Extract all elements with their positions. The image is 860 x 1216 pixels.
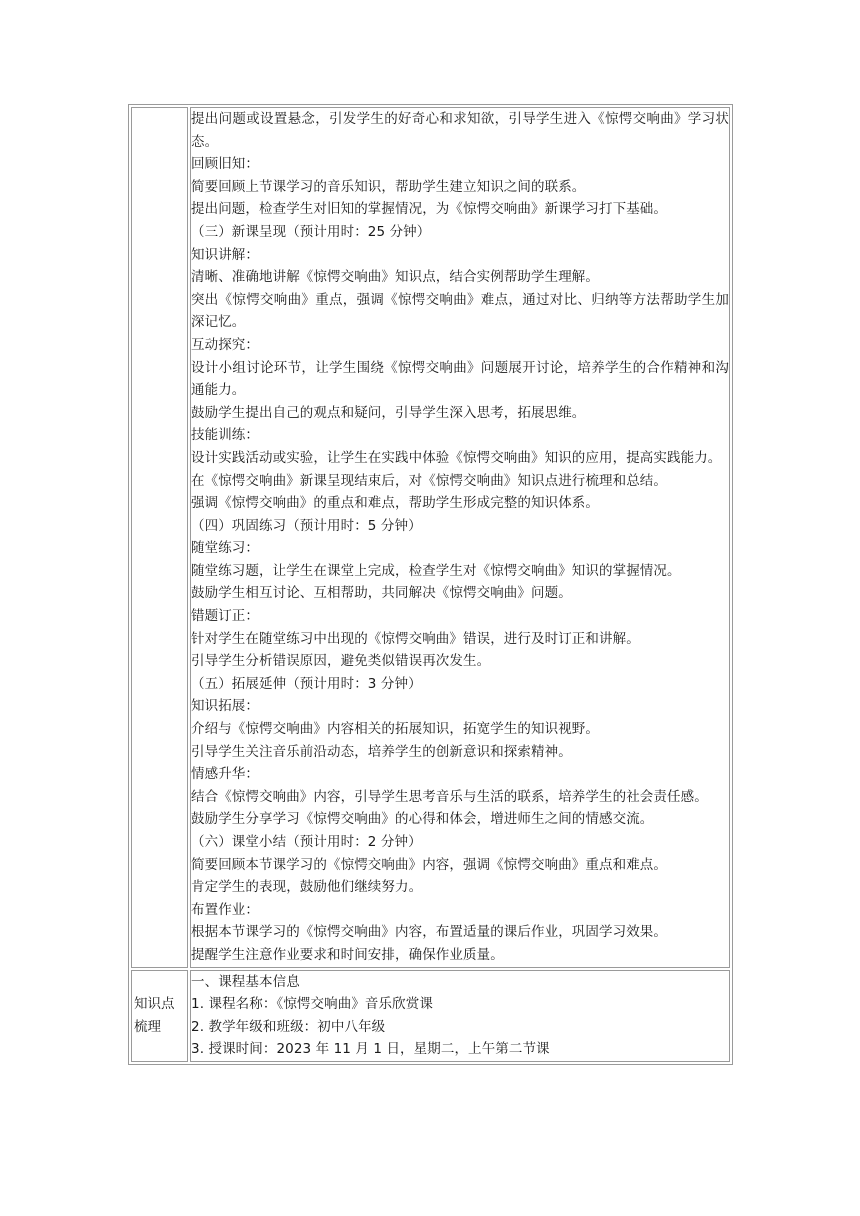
text-line: 随堂练习题，让学生在课堂上完成，检查学生对《惊愕交响曲》知识的掌握情况。 (191, 562, 681, 579)
text-line: 鼓励学生相互讨论、互相帮助，共同解决《惊愕交响曲》问题。 (191, 585, 572, 602)
text-line: 肯定学生的表现，鼓励他们继续努力。 (191, 879, 423, 896)
text-line: 布置作业： (191, 901, 259, 918)
text-line: 强调《惊愕交响曲》的重点和难点，帮助学生形成完整的知识体系。 (191, 495, 599, 512)
text-line: 互动探究： (191, 336, 259, 353)
text-line: 引导学生分析错误原因，避免类似错误再次发生。 (191, 653, 491, 670)
text-line: 结合《惊愕交响曲》内容，引导学生思考音乐与生活的联系，培养学生的社会责任感。 (191, 788, 708, 805)
section-heading: （三）新课呈现（预计用时：25 分钟） (191, 223, 431, 240)
text-line: 知识拓展： (191, 698, 259, 715)
text-line: 1. 课程名称：《惊愕交响曲》音乐欣赏课 (191, 996, 433, 1013)
text-line: 知识讲解： (191, 246, 259, 263)
text-line: 情感升华： (191, 766, 259, 783)
text-line: 简要回顾本节课学习的《惊愕交响曲》内容，强调《惊愕交响曲》重点和难点。 (191, 856, 667, 873)
table-row (131, 970, 730, 1062)
text-line: 简要回顾上节课学习的音乐知识，帮助学生建立知识之间的联系。 (191, 178, 586, 195)
section-heading: （四）巩固练习（预计用时：5 分钟） (191, 517, 422, 534)
text-line: 清晰、准确地讲解《惊愕交响曲》知识点，结合实例帮助学生理解。 (191, 269, 599, 286)
text-line: 设计小组讨论环节，让学生围绕《惊愕交响曲》问题展开讨论，培养学生的合作精神和沟通能力。 (191, 359, 729, 399)
text-line: 提出问题或设置悬念，引发学生的好奇心和求知欲，引导学生进入《惊愕交响曲》学习状态。 (191, 111, 729, 150)
text-line: 3. 授课时间：2023 年 11 月 1 日，星期二，上午第二节课 (191, 1041, 550, 1058)
text-line: 随堂练习： (191, 540, 259, 557)
section-heading: 一、课程基本信息 (191, 973, 300, 990)
row-content-cell (190, 107, 730, 968)
section-heading: （五）拓展延伸（预计用时：3 分钟） (191, 675, 422, 692)
text-line: 在《惊愕交响曲》新课呈现结束后，对《惊愕交响曲》知识点进行梳理和总结。 (191, 472, 667, 489)
text-line: 鼓励学生提出自己的观点和疑问，引导学生深入思考，拓展思维。 (191, 404, 586, 421)
row-label-cell (131, 970, 188, 1062)
text-line: 根据本节课学习的《惊愕交响曲》内容，布置适量的课后作业，巩固学习效果。 (191, 924, 667, 941)
row-label-cell (131, 107, 188, 968)
row-label: 知识点梳理 (134, 996, 175, 1035)
text-line: 设计实践活动或实验，让学生在实践中体验《惊愕交响曲》知识的应用，提高实践能力。 (191, 449, 722, 466)
text-line: 提醒学生注意作业要求和时间安排，确保作业质量。 (191, 946, 504, 963)
lesson-plan-table (128, 104, 733, 1065)
text-line: 技能训练： (191, 427, 259, 444)
text-line: 鼓励学生分享学习《惊愕交响曲》的心得和体会，增进师生之间的情感交流。 (191, 811, 654, 828)
text-line: 2. 教学年级和班级：初中八年级 (191, 1018, 386, 1035)
section-heading: （六）课堂小结（预计用时：2 分钟） (191, 834, 422, 850)
table-row (131, 107, 730, 968)
text-line: 介绍与《惊愕交响曲》内容相关的拓展知识，拓宽学生的知识视野。 (191, 721, 599, 738)
text-line: 回顾旧知： (191, 156, 259, 173)
text-line: 突出《惊愕交响曲》重点，强调《惊愕交响曲》难点，通过对比、归纳等方法帮助学生加深记忆。 (191, 291, 729, 331)
text-line: 引导学生关注音乐前沿动态，培养学生的创新意识和探索精神。 (191, 743, 572, 760)
text-line: 针对学生在随堂练习中出现的《惊愕交响曲》错误，进行及时订正和讲解。 (191, 630, 640, 647)
text-line: 错题订正： (191, 608, 259, 625)
text-line: 提出问题，检查学生对旧知的掌握情况，为《惊愕交响曲》新课学习打下基础。 (191, 201, 667, 218)
row-content-cell (190, 970, 730, 1062)
